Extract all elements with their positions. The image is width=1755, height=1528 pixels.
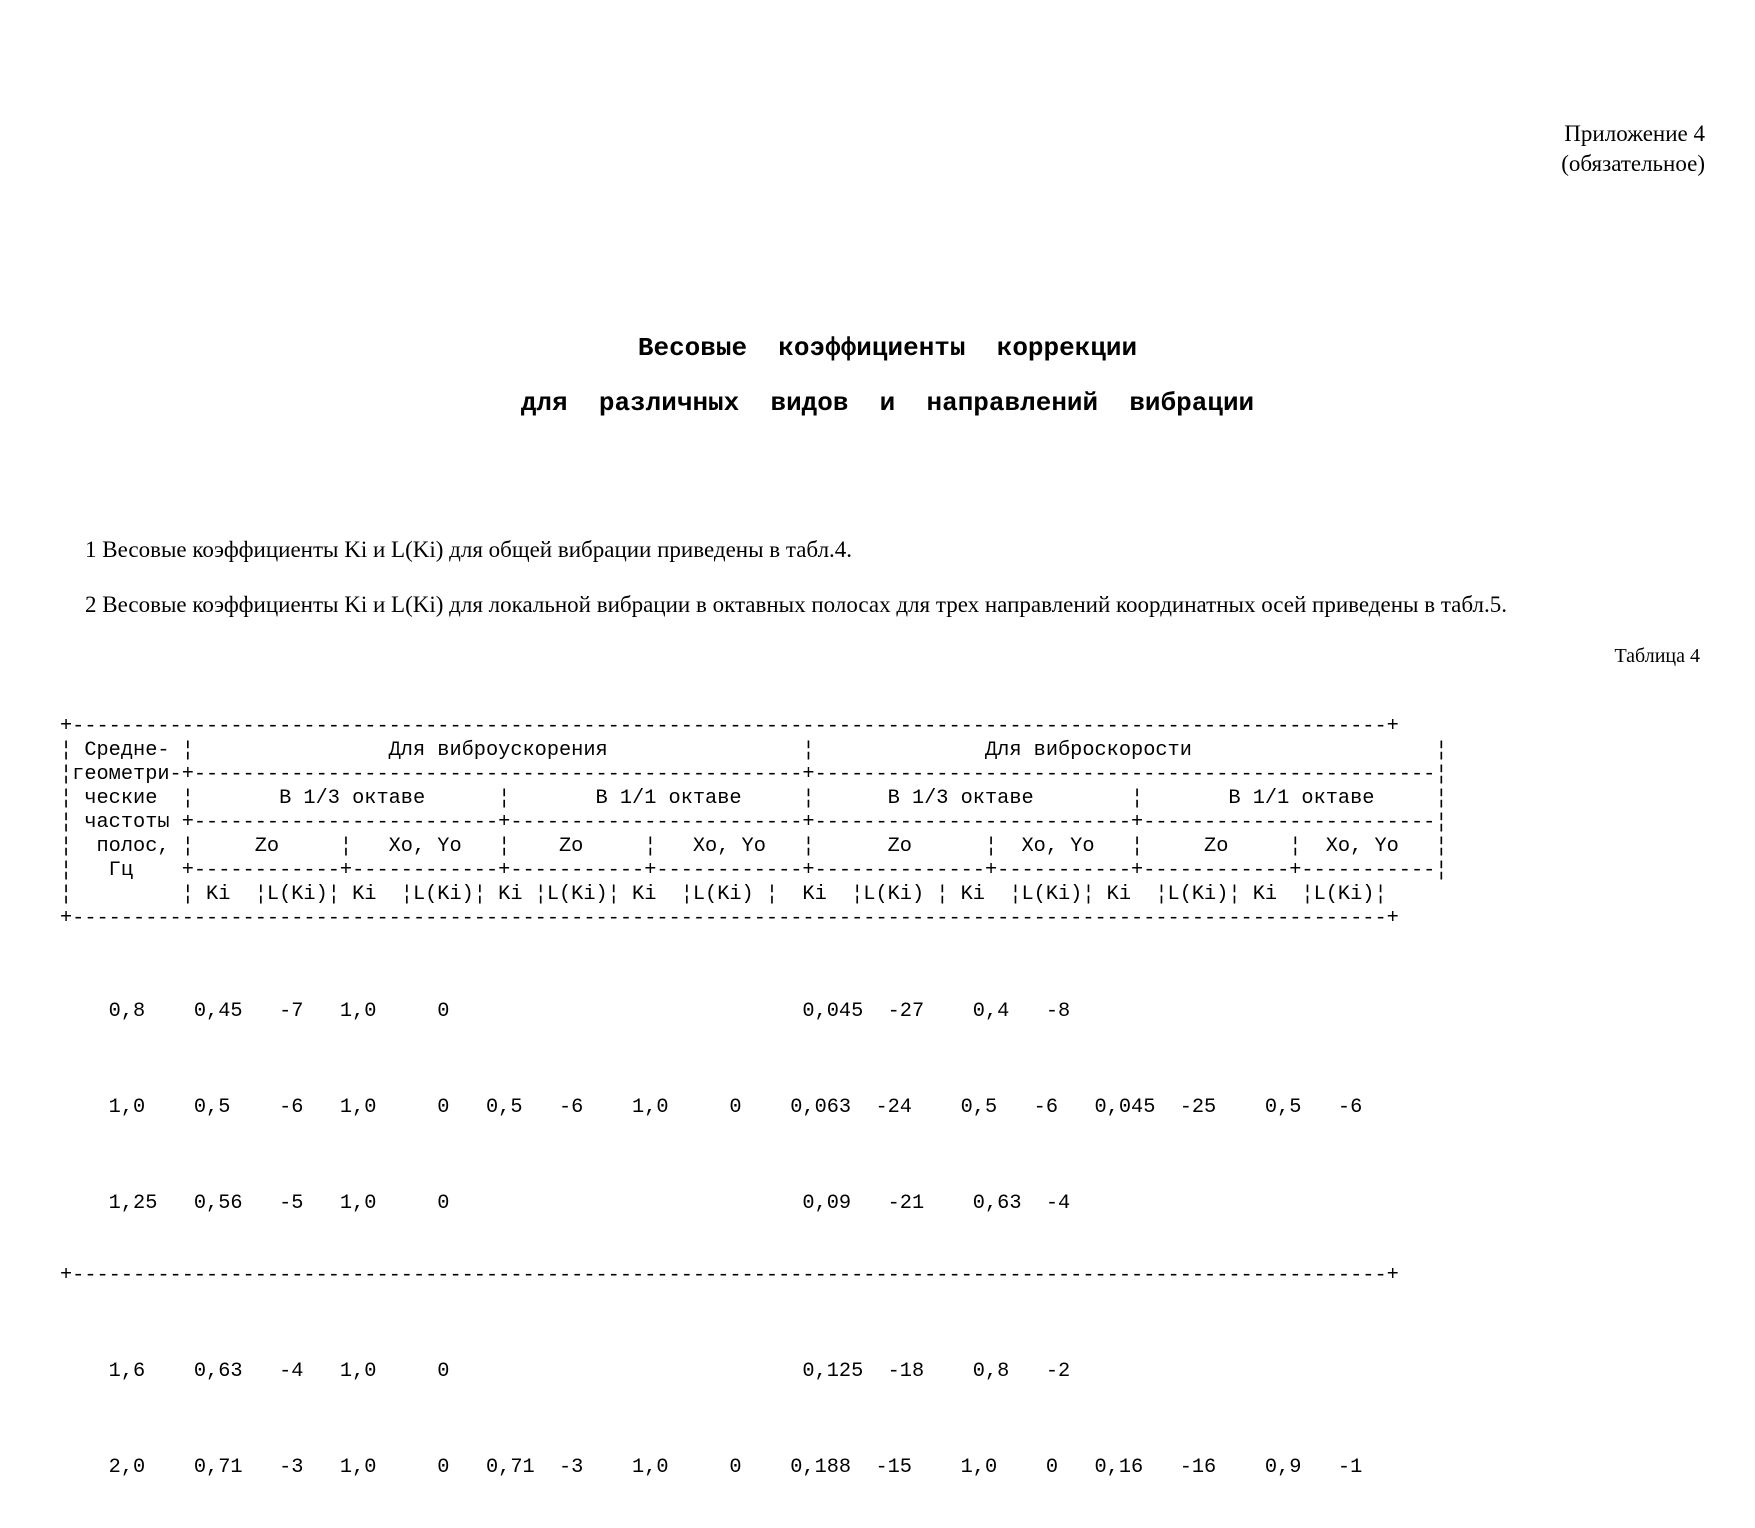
paragraph-2: 2 Весовые коэффициенты Ki и L(Ki) для локальной вибрации в октавных полосах для трех направлений координатных осей приведены в табл.5. bbox=[85, 592, 1507, 617]
paragraph-1: 1 Весовые коэффициенты Ki и L(Ki) для общей вибрации приведены в табл.4. bbox=[85, 537, 853, 562]
document-title-line-2: для различных видов и направлений вибрации bbox=[520, 388, 1255, 418]
table-row: 1,6 0,63 -4 1,0 0 0,125 -18 0,8 -2 bbox=[60, 1360, 1071, 1383]
table-caption: Таблица 4 bbox=[1614, 645, 1700, 667]
appendix-label bbox=[1561, 119, 1705, 179]
table-header: +------------------------------------------------------------------------------------------------------------+ ¦ Средне- ¦ Для виброускорения ¦ Для виброскорости ¦ ¦геометри-+--------------------------------------------------+---------------------------------------------------¦ ¦ ческие ¦ В 1/3 октаве ¦ В 1/1 октаве ¦ В 1/3 октаве ¦ В 1/1 октаве ¦ ¦ частоты +-------------------------+------------------------+--------------------------+------------------------¦ ¦ полос, ¦ Zo ¦ Xo, Yo ¦ Zo ¦ Xo, Yo ¦ Zo ¦ Xo, Yo ¦ Zo ¦ Xo, Yo ¦ ¦ Гц +------------+------------+-----------+------------+--------------+-----------+------------+-----------¦ ¦ ¦ Ki ¦L(Ki)¦ Ki ¦L(Ki)¦ Ki ¦L(Ki)¦ Ki ¦L(Ki) ¦ Ki ¦L(Ki) ¦ Ki ¦L(Ki)¦ Ki ¦L(Ki)¦ Ki ¦L(Ki)¦ +------------------------------------------------------------------------------------------------------------+ bbox=[60, 715, 1448, 930]
table-row: 2,0 0,71 -3 1,0 0 0,71 -3 1,0 0 0,188 -15 1,0 0 0,16 -16 0,9 -1 bbox=[60, 1456, 1363, 1479]
table-row: 1,0 0,5 -6 1,0 0 0,5 -6 1,0 0 0,063 -24 0,5 -6 0,045 -25 0,5 -6 bbox=[60, 1096, 1363, 1119]
table-body bbox=[60, 952, 1399, 1528]
table-row: 0,8 0,45 -7 1,0 0 0,045 -27 0,4 -8 bbox=[60, 1000, 1071, 1023]
appendix-number: Приложение 4 bbox=[1564, 121, 1705, 146]
appendix-status: (обязательное) bbox=[1561, 151, 1705, 176]
table-row: 1,25 0,56 -5 1,0 0 0,09 -21 0,63 -4 bbox=[60, 1192, 1071, 1215]
table-separator: +------------------------------------------------------------------------------------------------------------+ bbox=[60, 1264, 1399, 1287]
document-title-line-1: Весовые коэффициенты коррекции bbox=[637, 333, 1138, 363]
